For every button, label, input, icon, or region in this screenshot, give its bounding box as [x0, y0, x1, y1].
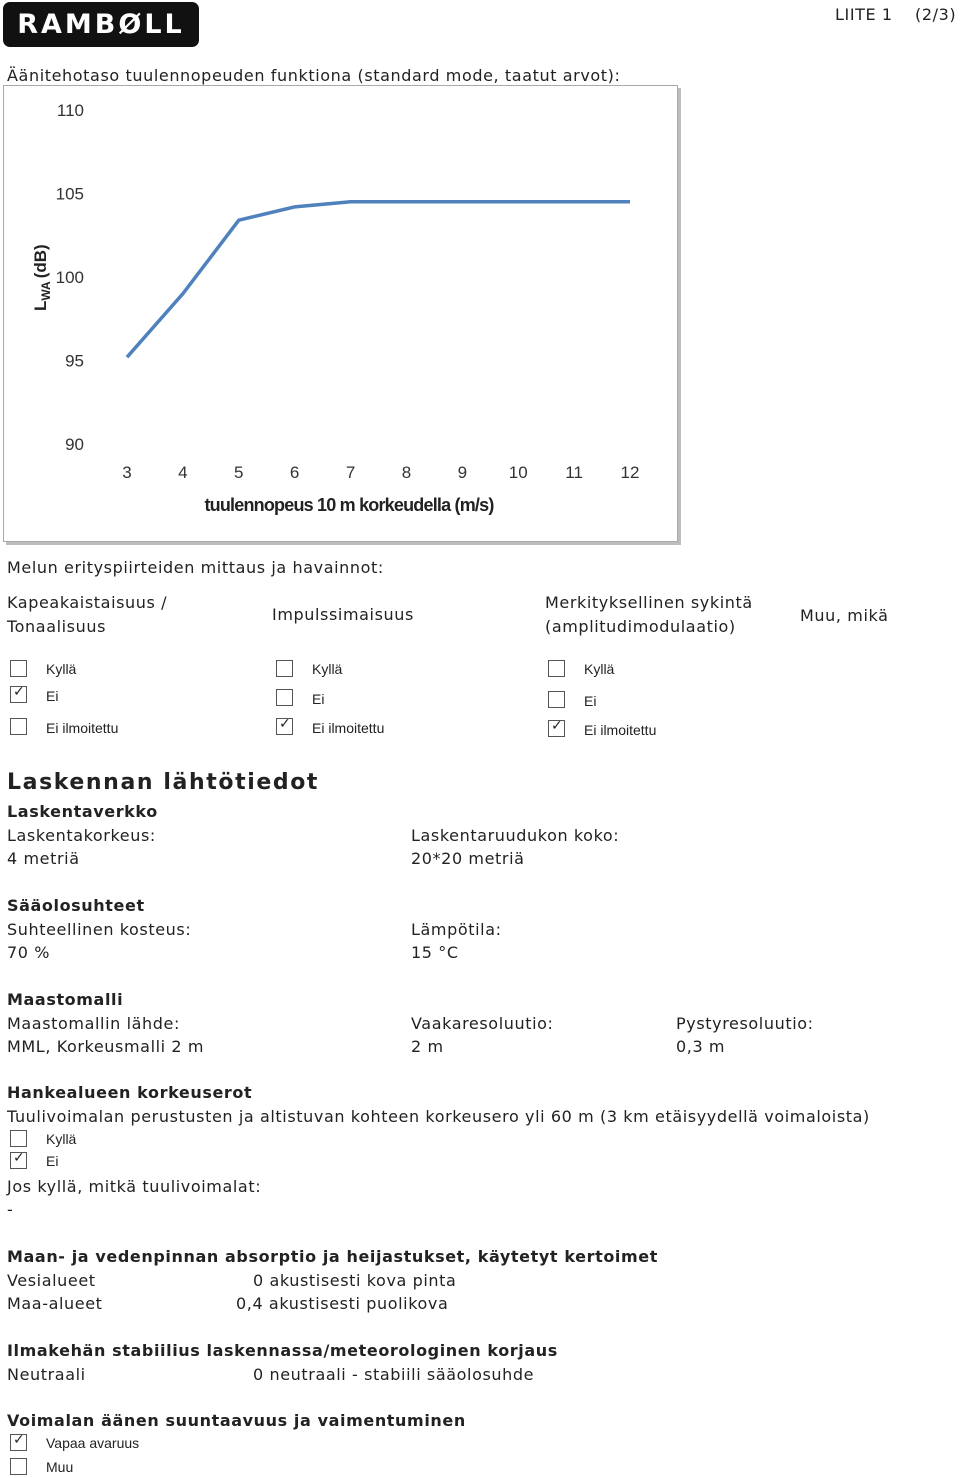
land-label: Maa-alueet [7, 1294, 103, 1313]
directivity-heading: Voimalan äänen suuntaavuus ja vaimentuminen [7, 1411, 466, 1430]
x-axis-label: tuulennopeus 10 m korkeudella (m/s) [204, 495, 494, 515]
x-tick-label: 12 [620, 463, 640, 482]
elevation-which-label: Jos kyllä, mitkä tuulivoimalat: [7, 1177, 262, 1196]
x-tick-label: 4 [178, 463, 188, 482]
check-icon: ✓ [13, 1150, 25, 1166]
col1-header-line1: Kapeakaistaisuus / [7, 593, 168, 612]
elevation-yes-checkbox[interactable] [10, 1130, 27, 1147]
ramboll-logo: RAMBØLL [3, 2, 199, 47]
series-line [127, 202, 630, 357]
humidity-label: Suhteellinen kosteus: [7, 920, 192, 939]
tonal-yes-checkbox[interactable] [10, 660, 27, 677]
amplitude-no-label: Ei [584, 693, 597, 709]
height-label: Laskentakorkeus: [7, 826, 156, 845]
terrain-source-label: Maastomallin lähde: [7, 1014, 180, 1033]
stability-heading: Ilmakehän stabiilius laskennassa/meteorologinen korjaus [7, 1341, 558, 1360]
impulse-not-reported-label: Ei ilmoitettu [312, 720, 385, 736]
tonal-no-checkbox[interactable] [10, 686, 27, 703]
impulse-yes-label: Kyllä [312, 661, 343, 677]
chart-svg [4, 86, 677, 541]
cell-size-label: Laskentaruudukon koko: [411, 826, 620, 845]
impulse-no-label: Ei [312, 691, 325, 707]
col3-header-line2: (amplitudimodulaatio) [545, 617, 736, 636]
absorption-heading: Maan- ja vedenpinnan absorptio ja heijastukset, käytetyt kertoimet [7, 1247, 658, 1266]
check-icon: ✓ [13, 684, 25, 700]
other-label: Muu [46, 1459, 74, 1475]
impulse-no-checkbox[interactable] [276, 689, 293, 706]
tonal-not-reported-label: Ei ilmoitettu [46, 720, 119, 736]
x-tick-label: 7 [345, 463, 356, 482]
other-checkbox[interactable] [10, 1458, 27, 1475]
amplitude-no-checkbox[interactable] [548, 691, 565, 708]
check-icon: ✓ [279, 716, 291, 732]
terrain-source-value: MML, Korkeusmalli 2 m [7, 1037, 205, 1056]
check-icon: ✓ [13, 1432, 25, 1448]
col1-header-line2: Tonaalisuus [7, 617, 107, 636]
humidity-value: 70 % [7, 943, 51, 962]
temperature-label: Lämpötila: [411, 920, 502, 939]
stability-label: Neutraali [7, 1365, 86, 1384]
amplitude-not-reported-label: Ei ilmoitettu [584, 722, 657, 738]
chart-heading: Äänitehotaso tuulennopeuden funktiona (standard mode, taatut arvot): [7, 66, 621, 85]
y-tick-label: 110 [56, 101, 84, 120]
water-label: Vesialueet [7, 1271, 96, 1290]
elevation-no-checkbox[interactable] [10, 1152, 27, 1169]
col3-header-line1: Merkityksellinen sykintä [545, 593, 753, 612]
x-tick-label: 8 [401, 463, 412, 482]
elevation-no-label: Ei [46, 1153, 59, 1169]
calc-title: Laskennan lähtötiedot [7, 770, 320, 795]
col4-header: Muu, mikä [800, 606, 889, 625]
y-tick-label: 95 [65, 351, 84, 371]
x-tick-label: 6 [289, 463, 300, 482]
amplitude-yes-label: Kyllä [584, 661, 615, 677]
land-value: 0,4 akustisesti puolikova [236, 1294, 449, 1313]
elevation-which-value: - [7, 1200, 14, 1219]
vertical-resolution-label: Pystyresoluutio: [676, 1014, 814, 1033]
tonal-yes-label: Kyllä [46, 661, 77, 677]
horizontal-resolution-label: Vaakaresoluutio: [411, 1014, 554, 1033]
cell-size-value: 20*20 metriä [411, 849, 525, 868]
impulse-not-reported-checkbox[interactable] [276, 718, 293, 735]
temperature-value: 15 °C [411, 943, 459, 962]
y-tick-label: 90 [65, 435, 84, 454]
tonal-not-reported-checkbox[interactable] [10, 718, 27, 735]
col2-header: Impulssimaisuus [272, 605, 414, 624]
check-icon: ✓ [551, 718, 563, 734]
appendix-label: LIITE 1 [835, 5, 893, 24]
x-tick-label: 3 [122, 463, 132, 482]
height-value: 4 metriä [7, 849, 80, 868]
horizontal-resolution-value: 2 m [411, 1037, 444, 1056]
tonal-no-label: Ei [46, 688, 59, 704]
x-tick-label: 9 [457, 463, 468, 482]
impulse-yes-checkbox[interactable] [276, 660, 293, 677]
features-heading: Melun erityspiirteiden mittaus ja havainnot: [7, 558, 384, 577]
amplitude-yes-checkbox[interactable] [548, 660, 565, 677]
sound-power-chart [3, 85, 678, 542]
svg-text:LWA(dB): $L_{WA}(dB)$ [31, 244, 53, 311]
x-tick-label: 11 [565, 463, 583, 482]
vertical-resolution-value: 0,3 m [676, 1037, 726, 1056]
elevation-text: Tuulivoimalan perustusten ja altistuvan kohteen korkeusero yli 60 m (3 km etäisyydellä voimaloista) [7, 1107, 870, 1126]
grid-heading: Laskentaverkko [7, 802, 158, 821]
free-field-label: Vapaa avaruus [46, 1435, 140, 1451]
page-number: (2/3) [915, 5, 957, 24]
elevation-heading: Hankealueen korkeuserot [7, 1083, 253, 1102]
terrain-heading: Maastomalli [7, 990, 124, 1009]
amplitude-not-reported-checkbox[interactable] [548, 720, 565, 737]
stability-value: 0 neutraali - stabiili sääolosuhde [253, 1365, 535, 1384]
x-tick-label: 10 [508, 463, 528, 482]
x-tick-label: 5 [234, 463, 244, 482]
water-value: 0 akustisesti kova pinta [253, 1271, 457, 1290]
elevation-yes-label: Kyllä [46, 1131, 77, 1147]
free-field-checkbox[interactable] [10, 1434, 27, 1451]
weather-heading: Sääolosuhteet [7, 896, 145, 915]
y-axis-label [31, 244, 53, 311]
y-tick-label: 105 [55, 184, 84, 204]
y-tick-label: 100 [55, 268, 84, 287]
